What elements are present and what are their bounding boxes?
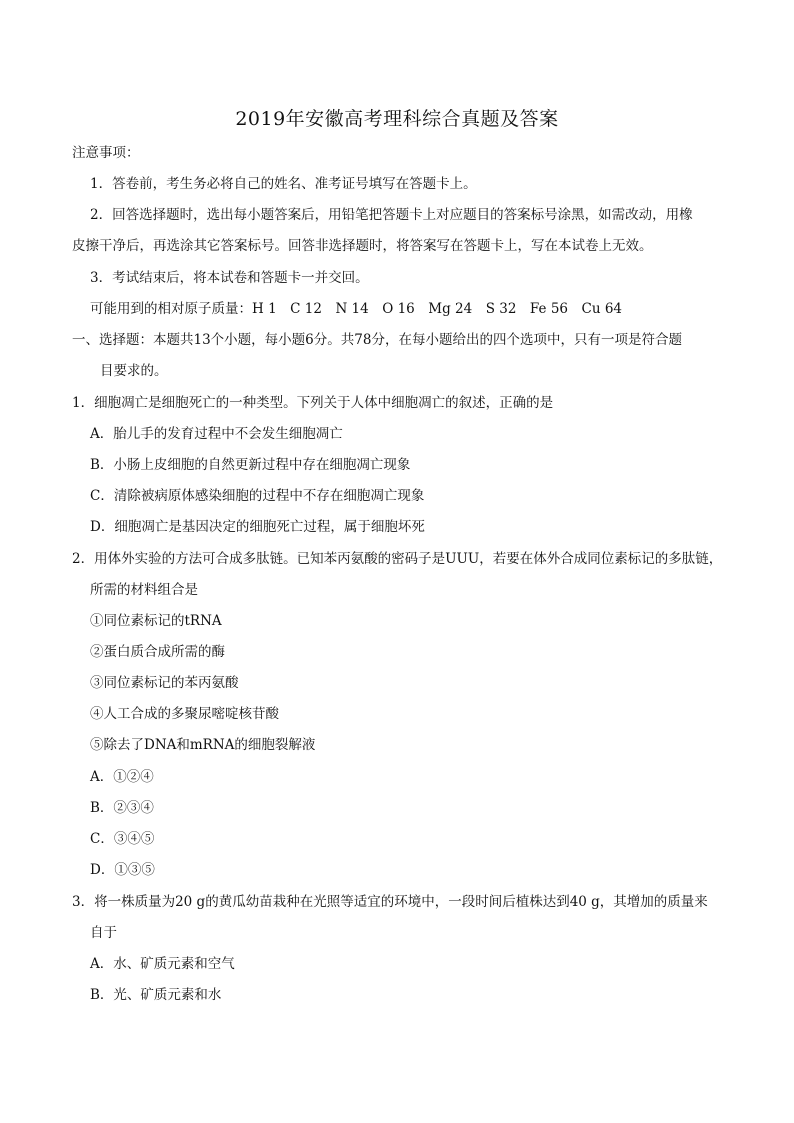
- question-2-option-c: C．③④⑤: [90, 831, 155, 847]
- question-1-option-a: A．胎儿手的发育过程中不会发生细胞凋亡: [90, 426, 343, 442]
- question-2-option-b: B．②③④: [90, 800, 154, 816]
- question-1-option-b: B．小肠上皮细胞的自然更新过程中存在细胞凋亡现象: [90, 457, 411, 473]
- question-3-stem-cont: 自于: [90, 925, 117, 941]
- section1-heading: 一、选择题：本题共13个小题，每小题6分。共78分，在每小题给出的四个选项中，只有一项是符合题: [72, 332, 682, 348]
- notice-item-1: 1．答卷前，考生务必将自己的姓名、准考证号填写在答题卡上。: [90, 176, 477, 192]
- notice-item-2: 2．回答选择题时，选出每小题答案后，用铅笔把答题卡上对应题目的答案标号涂黑，如需改动，用橡: [90, 207, 693, 223]
- question-3-stem: 3．将一株质量为20 g的黄瓜幼苗栽种在光照等适宜的环境中，一段时间后植株达到40 g，其增加的质量来: [72, 894, 708, 910]
- question-3-option-b: B．光、矿质元素和水: [90, 987, 222, 1003]
- question-1-option-c: C．清除被病原体感染细胞的过程中不存在细胞凋亡现象: [90, 488, 425, 504]
- question-2-stem-cont: 所需的材料组合是: [90, 582, 198, 598]
- question-2-item-1: ①同位素标记的tRNA: [90, 613, 222, 629]
- question-2-item-3: ③同位素标记的苯丙氨酸: [90, 675, 239, 691]
- page-title: 2019年安徽高考理科综合真题及答案: [235, 108, 559, 130]
- question-3-option-a: A．水、矿质元素和空气: [90, 956, 235, 972]
- section1-heading-cont: 目要求的。: [100, 363, 168, 379]
- question-1-stem: 1．细胞凋亡是细胞死亡的一种类型。下列关于人体中细胞凋亡的叙述，正确的是: [72, 395, 554, 411]
- notice-heading: 注意事项：: [72, 145, 140, 161]
- atomic-mass-line: 可能用到的相对原子质量：H 1 C 12 N 14 O 16 Mg 24 S 32 Fe 56 Cu 64: [90, 301, 623, 317]
- question-2-item-5: ⑤除去了DNA和mRNA的细胞裂解液: [90, 737, 316, 753]
- question-1-option-d: D．细胞凋亡是基因决定的细胞死亡过程，属于细胞坏死: [90, 519, 425, 535]
- question-2-item-4: ④人工合成的多聚尿嘧啶核苷酸: [90, 706, 279, 722]
- question-2-option-d: D．①③⑤: [90, 862, 155, 878]
- notice-item-3: 3．考试结束后，将本试卷和答题卡一并交回。: [90, 270, 369, 286]
- question-2-stem: 2．用体外实验的方法可合成多肽链。已知苯丙氨酸的密码子是UUU，若要在体外合成同位素标记的多肽链，: [72, 551, 723, 567]
- notice-item-2-cont: 皮擦干净后，再选涂其它答案标号。回答非选择题时，将答案写在答题卡上，写在本试卷上无效。: [72, 238, 653, 254]
- question-2-item-2: ②蛋白质合成所需的酶: [90, 644, 225, 660]
- question-2-option-a: A．①②④: [90, 769, 154, 785]
